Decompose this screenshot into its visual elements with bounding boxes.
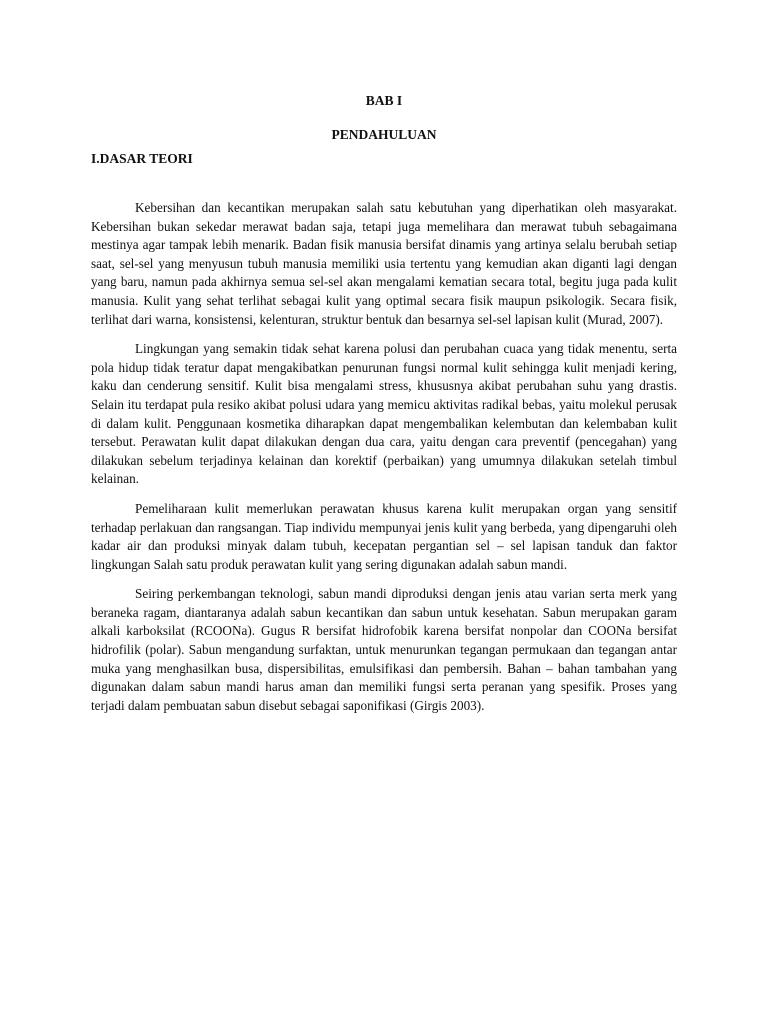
- paragraph: Kebersihan dan kecantikan merupakan salah satu kebutuhan yang diperhatikan oleh masyarakat. Kebersihan bukan sekedar merawat badan saja, tetapi juga memelihara dan merawat tubuh sebagaimana mestinya agar tampak lebih menarik. Badan fisik manusia bersifat dinamis yang artinya selalu berubah setiap saat, sel-sel yang menyusun tubuh manusia memiliki usia tertentu yang kemudian akan diganti lagi dengan yang baru, namun pada akhirnya semua sel-sel akan mengalami kematian secara total, begitu juga pada kulit manusia. Kulit yang sehat terlihat sebagai kulit yang optimal secara fisik maupun psikologik. Secara fisik, terlihat dari warna, konsistensi, kelenturan, struktur bentuk dan besarnya sel-sel lapisan kulit (Murad, 2007).: [91, 200, 677, 327]
- paragraph: Lingkungan yang semakin tidak sehat karena polusi dan perubahan cuaca yang tidak menentu, serta pola hidup tidak teratur dapat mengakibatkan penurunan fungsi normal kulit sehingga kulit menjadi kering, kaku dan cenderung sensitif. Kulit bisa mengalami stress, khususnya akibat perubahan suhu yang drastis. Selain itu terdapat pula resiko akibat polusi udara yang memicu aktivitas radikal bebas, yaitu molekul perusak di dalam kulit. Penggunaan kosmetika diharapkan dapat mengembalikan kelembutan dan kelembaban kulit tersebut. Perawatan kulit dapat dilakukan dengan dua cara, yaitu dengan cara preventif (pencegahan) yang dilakukan sebelum terjadinya kelainan dan korektif (perbaikan) yang umumnya dilakukan setelah timbul kelainan.: [91, 341, 677, 487]
- chapter-number: BAB I: [365, 93, 403, 108]
- section-heading: I.DASAR TEORI: [91, 151, 193, 166]
- paragraph: Seiring perkembangan teknologi, sabun mandi diproduksi dengan jenis atau varian serta merk yang beraneka ragam, diantaranya adalah sabun kecantikan dan sabun untuk kesehatan. Sabun merupakan garam alkali karboksilat (RCOONa). Gugus R bersifat hidrofobik karena bersifat nonpolar dan COONa bersifat hidrofilik (polar). Sabun mengandung surfaktan, untuk menurunkan tegangan permukaan dan tegangan antar muka yang menghasilkan busa, dispersibilitas, emulsifikasi dan pembersih. Bahan – bahan tambahan yang digunakan dalam sabun mandi harus aman dan memiliki fungsi serta peranan yang spesifik. Proses yang terjadi dalam pembuatan sabun disebut sebagai saponifikasi (Girgis 2003).: [91, 586, 677, 713]
- paragraph: Pemeliharaan kulit memerlukan perawatan khusus karena kulit merupakan organ yang sensitif terhadap perlakuan dan rangsangan. Tiap individu mempunyai jenis kulit yang berbeda, yang dipengaruhi oleh kadar air dan produksi minyak dalam tubuh, kecepatan pergantian sel – sel lapisan tanduk dan faktor lingkungan Salah satu produk perawatan kulit yang sering digunakan adalah sabun mandi.: [91, 500, 677, 572]
- document-page: [91, 92, 677, 726]
- chapter-title: PENDAHULUAN: [331, 127, 437, 142]
